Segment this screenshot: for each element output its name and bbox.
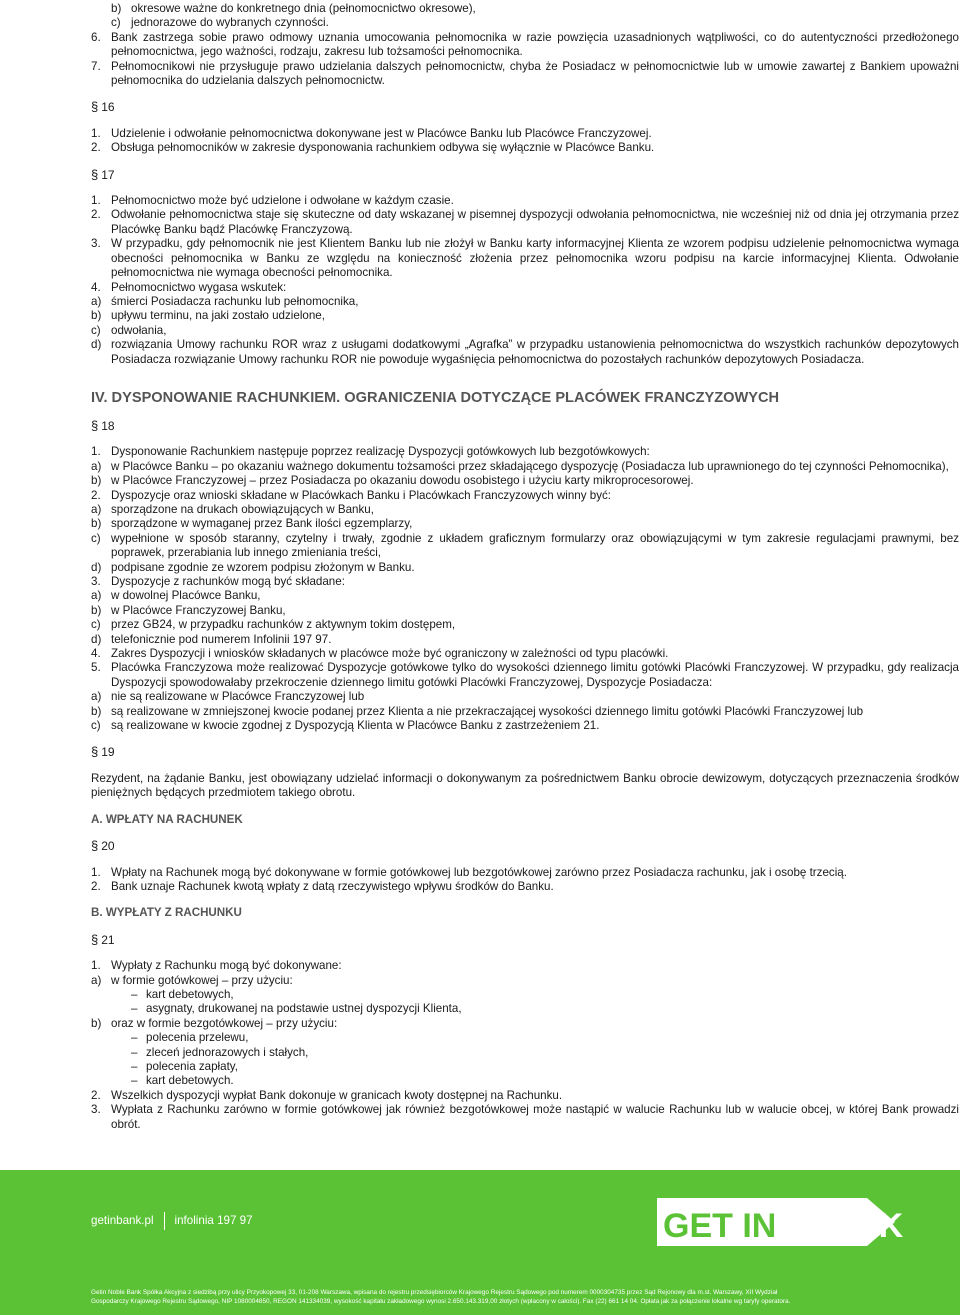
legal-line: Getin Noble Bank Spółka Akcyjna z siedzibą przy ulicy Przyokopowej 33, 01-208 Warszawa, wpisana do rejestru przedsiębiorców Krajowego Rejestru Sądowego pod numerem 0000304735 przez Sąd Rejonowy dla m.st. Warszawy, XII Wydział [91,1289,778,1296]
section-sign-icon: § [91,417,99,433]
getin-bank-logo [657,1198,937,1246]
section-sign-icon: § [91,744,99,760]
section-sign-icon: § [91,931,99,947]
list-item: b) w Placówce Franczyzowej Banku, [91,603,286,617]
list-item: b) oraz w formie bezgotówkowej – przy użyciu: [91,1016,338,1030]
list-item: c) jednorazowe do wybranych czynności. [111,16,329,30]
legal-notice [91,1288,959,1306]
list-item: a) w dowolnej Placówce Banku, [91,589,261,603]
list-item: 2. Odwołanie pełnomocnictwa staje się skuteczne od daty wskazanej w pisemnej dyspozycji odwołania pełnomocnictwa, nie wcześniej niż od dnia jej otrzymania przez Placówkę Banku bądź Placówkę Franczyzową. [91,208,959,236]
list-item: 4. Zakres Dyspozycji i wniosków składanych w placówce może być ograniczony w zależności od typu placówki. [91,647,669,661]
list-item: b) w Placówce Franczyzowej – przez Posiadacza po okazaniu dowodu osobistego i użyciu karty mikroprocesorowej. [91,474,694,488]
list-item: – polecenia przelewu, [131,1031,249,1045]
list-item: 3. Dyspozycje z rachunków mogą być składane: [91,575,345,588]
list-item: b) upływu terminu, na jaki zostało udzielone, [91,309,325,323]
logo-text: GET IN [663,1207,777,1245]
section-heading-17: § 17 [91,166,115,182]
list-item: 1. Wpłaty na Rachunek mogą być dokonywane w formie gotówkowej lub bezgotówkowej zarówno przez Posiadacza rachunku, jak i osobę trzecią. [91,865,847,879]
subheading-deposits: A. WPŁATY NA RACHUNEK [91,812,243,826]
list-item: d) podpisane zgodnie ze wzorem podpisu złożonym w Banku. [91,560,415,574]
list-item: a) nie są realizowane w Placówce Franczyzowej lub [91,690,365,704]
section-sign-icon: § [91,166,99,182]
list-item: – kart debetowych. [131,1074,234,1088]
footer-contact [91,1212,253,1230]
list-item: b) okresowe ważne do konkretnego dnia (pełnomocnictwo okresowe), [111,2,476,15]
list-item: 2. Obsługa pełnomocników w zakresie dysponowania rachunkiem odbywa się wyłącznie w Placówce Banku. [91,141,655,155]
list-item: 1. Wypłaty z Rachunku mogą być dokonywane: [91,959,342,973]
legal-line: Gospodarczy Krajowego Rejestru Sądowego, NIP 1080004850, REGON 141334039, wysokość kapitału zakładowego wynosi 2.650.143.319,00 złotych (wpłacony w całości). Fax (22) 661 14 04. Opłata jak za połączenie lokalne wg taryfy operatora. [91,1298,791,1305]
list-item: 3. Wypłata z Rachunku zarówno w formie gotówkowej jak również bezgotówkowej może nastąpić w walucie Rachunku lub w walucie obcej, w której Bank prowadzi obrót. [91,1103,959,1131]
section-heading-18: § 18 [91,417,115,433]
list-item: a) sporządzone na drukach obowiązujących w Banku, [91,502,374,516]
hotline-text: infolinia 197 97 [174,1213,253,1227]
list-item: 3. W przypadku, gdy pełnomocnik nie jest Klientem Banku lub nie złożył w Banku karty informacyjnej Klienta ze wzorem podpisu udzielenie pełnomocnictwa wymaga obecności pełnomocnika w Banku ze względu na konieczność złożenia przez pełnomocnika wzoru podpisu na karcie informacyjnej Klienta. Odwołanie pełnomocnictwa nie wymaga obecności pełnomocnika. [91,237,959,280]
list-item: a) w formie gotówkowej – przy użyciu: [91,973,293,987]
list-item: 2. Dyspozycje oraz wnioski składane w Placówkach Banku i Placówkach Franczyzowych winny być: [91,488,612,502]
list-item: 4. Pełnomocnictwo wygasa wskutek: [91,280,287,294]
list-item: c) przez GB24, w przypadku rachunków z aktywnym tokim dostępem, [91,618,456,632]
list-item: d) rozwiązania Umowy rachunku ROR wraz z usługami dodatkowymi „Agrafka” w przypadku ustanowienia pełnomocnictwa do wszystkich rachunków depozytowych Posiadacza rozwiązanie Umowy rachunku ROR nie powoduje wygaśnięcia pełnomocnictwa do pozostałych rachunków depozytowych Posiadacza. [91,338,959,366]
website-link[interactable]: getinbank.pl [91,1213,154,1227]
list-item: – asygnaty, drukowanej na podstawie ustnej dyspozycji Klienta, [131,1002,462,1016]
list-item: c) wypełnione w sposób staranny, czytelny i trwały, zgodnie z układem graficznym formularzy oraz obowiązującymi w tym zakresie regulacjami prawnymi, bez poprawek, przerabiania lub innego zmieniania treści, [91,531,959,560]
list-item: d) telefonicznie pod numerem Infolinii 197 97. [91,632,332,646]
chapter-title: IV. DYSPONOWANIE RACHUNKIEM. OGRANICZENIA DOTYCZĄCE PLACÓWEK FRANCZYZOWYCH [91,389,780,406]
logo-text-bank: BANK [805,1207,904,1245]
list-item: 5. Placówka Franczyzowa może realizować Dyspozycje gotówkowe tylko do wysokości dziennego limitu gotówki Placówki Franczyzowej. W przypadku, gdy realizacja Dyspozycji spowodowałaby przekroczenie dziennego limitu gotówki Placówki Franczyzowej, Dyspozycje Posiadacza: [91,661,959,689]
section-sign-icon: § [91,99,99,115]
list-item: b) sporządzone w wymaganej przez Bank ilości egzemplarzy, [91,517,413,531]
footer [0,1170,960,1315]
list-item: – zleceń jednorazowych i stałych, [131,1045,309,1059]
section-sign-icon: § [91,838,99,854]
list-item: 2. Wszelkich dyspozycji wypłat Bank dokonuje w granicach kwoty dostępnej na Rachunku. [91,1088,563,1102]
document-body [91,2,959,1132]
list-item: a) w Placówce Banku – po okazaniu ważnego dokumentu tożsamości przez składającego dyspozycję (Posiadacza lub uprawnionego do tej czynności Pełnomocnika), [91,459,949,473]
list-item: c) odwołania, [91,323,167,337]
list-item: b) są realizowane w zmniejszonej kwocie podanej przez Klienta a nie przekraczającej wysokości dziennego limitu gotówki Placówki Franczyzowej lub [91,704,864,718]
list-item: 7. Pełnomocnikowi nie przysługuje prawo udzielania dalszych pełnomocnictw, chyba że Posiadacz w pełnomocnictwie lub w umowie zawartej z Bankiem upoważni pełnomocnika do udzielania dalszych pełnomocnictw. [91,59,959,88]
list-item: – kart debetowych, [131,987,234,1001]
section-heading-20: § 20 [91,838,115,854]
list-item: c) są realizowane w kwocie zgodnej z Dyspozycją Klienta w Placówce Banku z zastrzeżeniem 21. [91,719,600,733]
list-item: – polecenia zapłaty, [131,1059,238,1073]
list-item: 1. Udzielenie i odwołanie pełnomocnictwa dokonywane jest w Placówce Banku lub Placówce Franczyzowej. [91,126,652,140]
list-item: 2. Bank uznaje Rachunek kwotą wpłaty z datą rzeczywistego wpływu środków do Banku. [91,879,554,893]
section-heading-16: § 16 [91,99,115,115]
paragraph: Rezydent, na żądanie Banku, jest obowiązany udzielać informacji o dokonywanym za pośrednictwem Banku obrocie dewizowym, dotyczących przeznaczenia środków pieniężnych będących przedmiotem takiego obrotu. [91,771,959,800]
list-item: 6. Bank zastrzega sobie prawo odmowy uznania umocowania pełnomocnika w razie powzięcia uzasadnionych wątpliwości, co do autentyczności przedłożonego pełnomocnictwa, jego ważności, rodzaju, zakresu lub tożsamości pełnomocnika. [91,30,959,59]
divider [164,1212,165,1230]
section-heading-19: § 19 [91,744,115,760]
list-item: a) śmierci Posiadacza rachunku lub pełnomocnika, [91,294,359,308]
list-item: 1. Pełnomocnictwo może być udzielone i odwołane w każdym czasie. [91,194,454,208]
list-item: 1. Dysponowanie Rachunkiem następuje poprzez realizację Dyspozycji gotówkowych lub bezgotówkowych: [91,445,650,459]
section-heading-21: § 21 [91,931,115,947]
subheading-withdrawals: B. WYPŁATY Z RACHUNKU [91,906,242,920]
